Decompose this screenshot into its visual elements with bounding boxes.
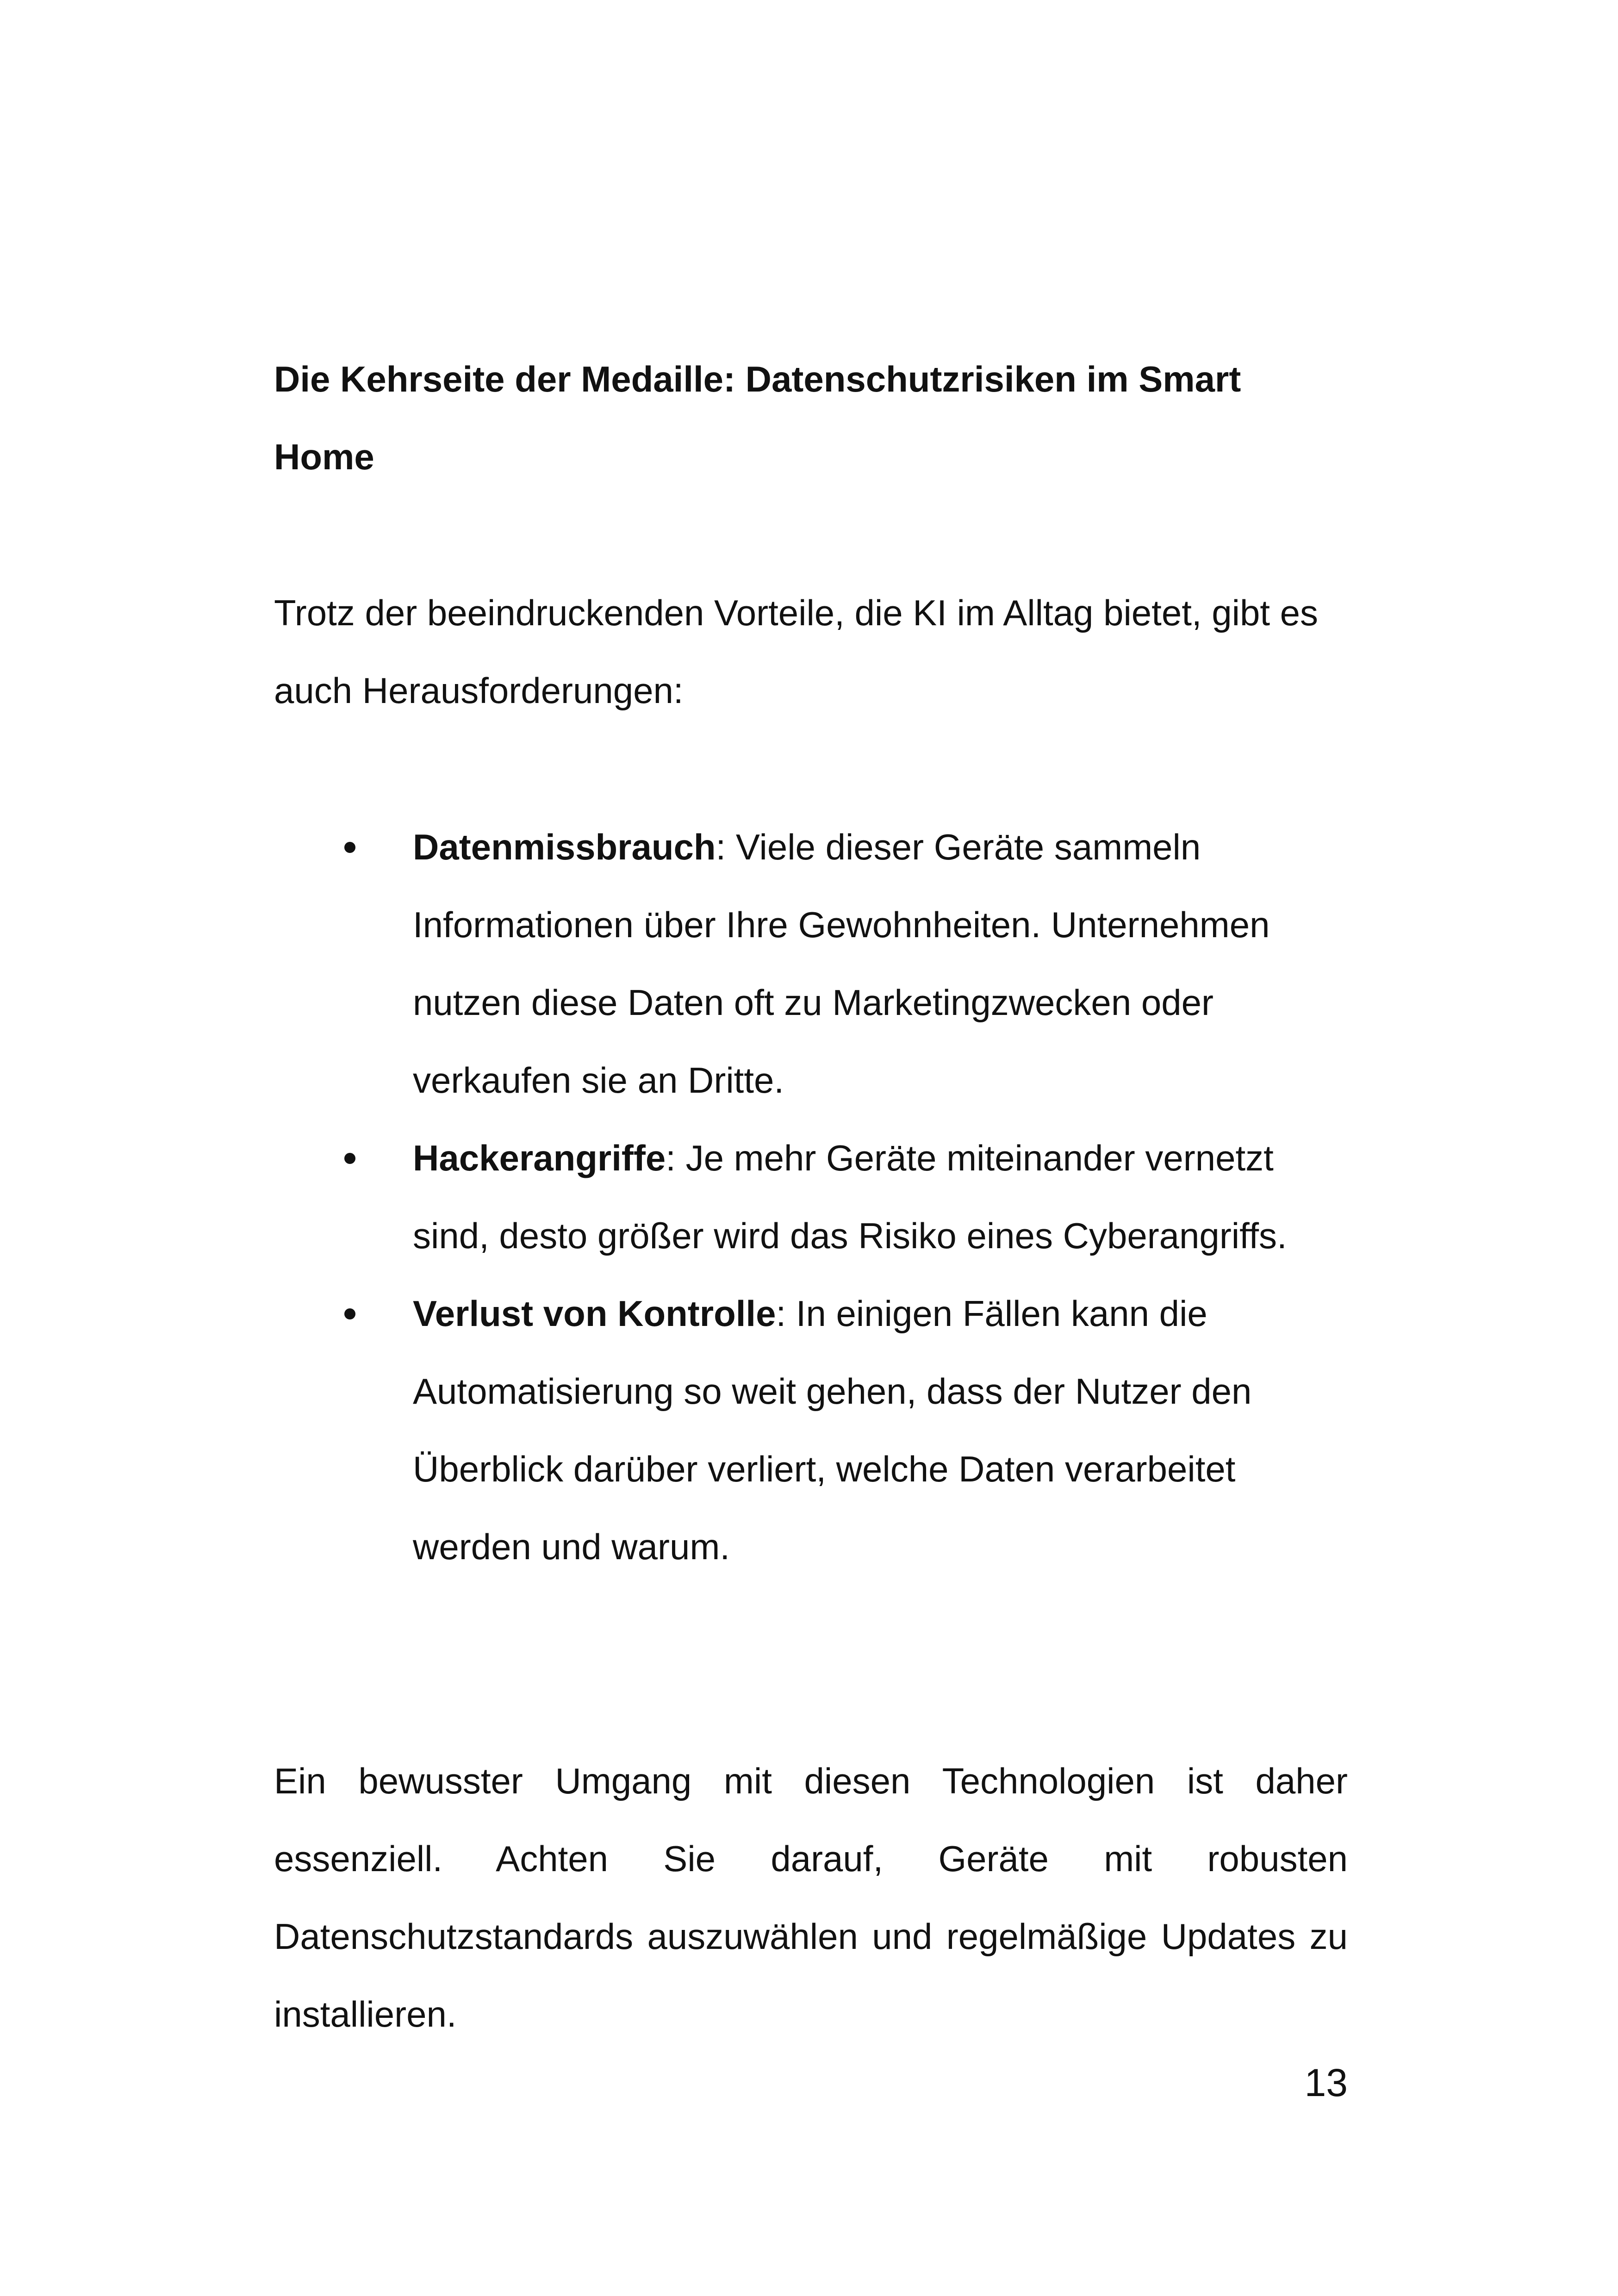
list-item-text [413, 808, 1348, 1119]
bullet-icon [344, 1153, 355, 1164]
list-item [274, 1119, 1348, 1275]
list-item-text [413, 1119, 1348, 1275]
intro-paragraph: Trotz der beeindruckenden Vorteile, die KI im Alltag bietet, gibt es auch Herausforderungen: [274, 592, 1319, 711]
risk-list [274, 808, 1348, 1586]
list-item-term: Datenmissbrauch [413, 827, 716, 867]
list-item [274, 1275, 1348, 1586]
list-item-description: : Viele dieser Geräte sammeln Informationen über Ihre Gewohnheiten. Unternehmen nutzen diese Daten oft zu Marketingzwecken oder verkaufen sie an Dritte. [413, 827, 1270, 1101]
list-item-term: Verlust von Kontrolle [413, 1293, 776, 1334]
bullet-icon [344, 842, 355, 853]
section-heading: Die Kehrseite der Medaille: Datenschutzrisiken im Smart Home [274, 359, 1241, 477]
list-item-description: : In einigen Fällen kann die Automatisierung so weit gehen, dass der Nutzer den Überblick darüber verliert, welche Daten verarbeitet werden und warum. [413, 1293, 1252, 1567]
bullet-icon [344, 1308, 355, 1319]
list-item-text [413, 1275, 1348, 1586]
closing-paragraph: Ein bewusster Umgang mit diesen Technologien ist daher essenziell. Achten Sie darauf, Geräte mit robusten Datenschutzstandards auszuwählen und regelmäßige Updates zu installieren. [274, 1761, 1348, 2035]
list-item-term: Hackerangriffe [413, 1138, 666, 1178]
list-item [274, 808, 1348, 1119]
page-number: 13 [1304, 2061, 1348, 2104]
list-item-description: : Je mehr Geräte miteinander vernetzt sind, desto größer wird das Risiko eines Cyberangriffs. [413, 1138, 1287, 1256]
